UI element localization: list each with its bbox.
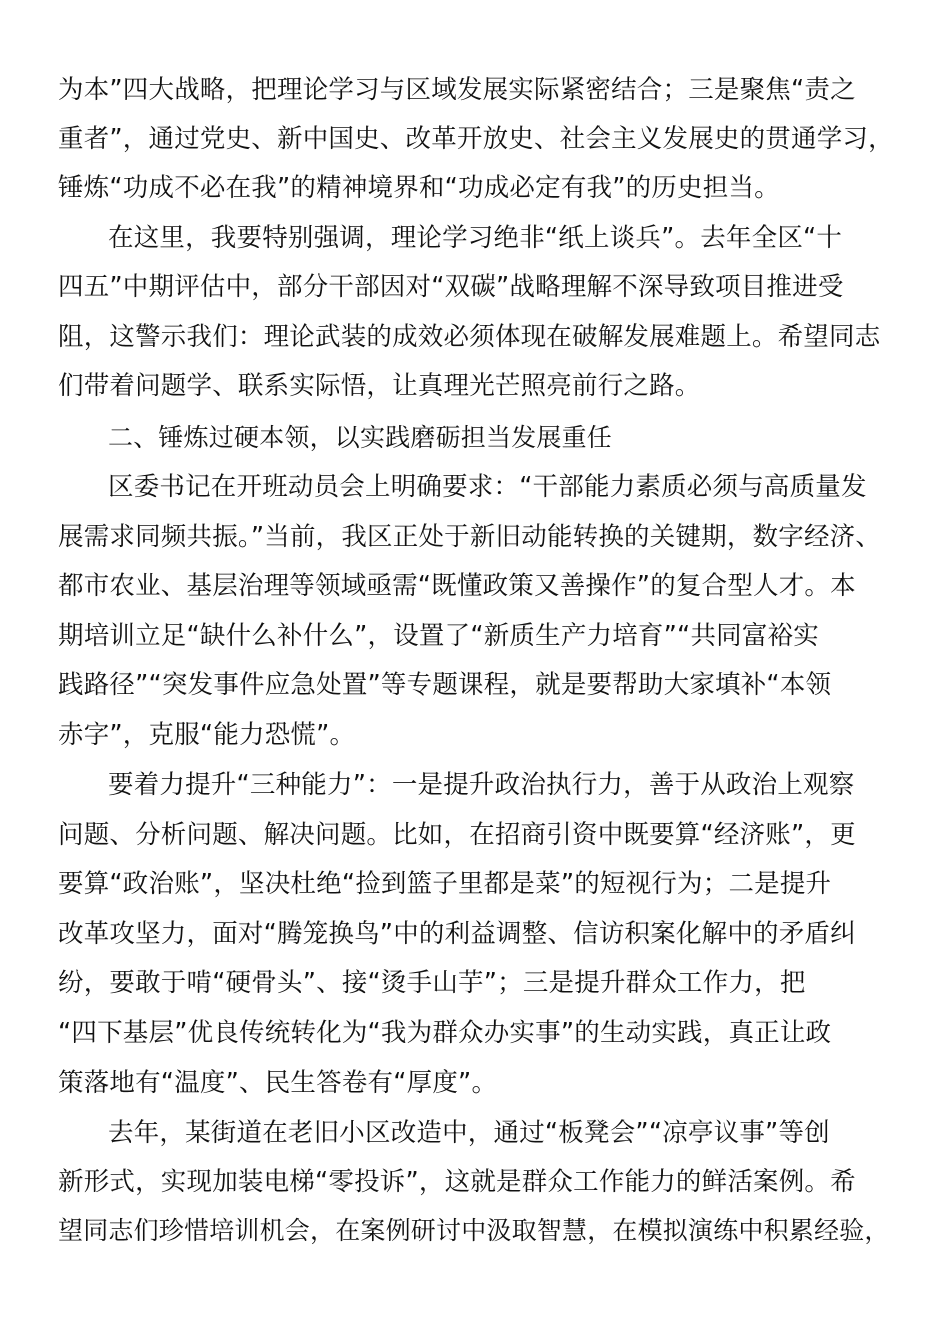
text-line: 重者”，通过党史、新中国史、改革开放史、社会主义发展史的贯通学习， (58, 124, 894, 154)
text-line: 阻，这警示我们：理论武装的成效必须体现在破解发展难题上。希望同志 (58, 322, 881, 352)
text-line: 都市农业、基层治理等领域亟需“既懂政策又善操作”的复合型人才。本 (58, 571, 856, 601)
text-line: 纷，要敢于啃“硬骨头”、接“烫手山芋”；三是提升群众工作力，把 (58, 968, 806, 998)
text-line: 望同志们珍惜培训机会，在案例研讨中汲取智慧，在模拟演练中积累经验， (58, 1216, 890, 1245)
text-line: 策落地有“温度”、民生答卷有“厚度”。 (58, 1068, 498, 1098)
text-line: “四下基层”优良传统转化为“我为群众办实事”的生动实践，真正让政 (58, 1018, 832, 1048)
text-line: 锤炼“功成不必在我”的精神境界和“功成必定有我”的历史担当。 (58, 173, 780, 203)
text-line: 要算“政治账”，坚决杜绝“捡到篮子里都是菜”的短视行为；二是提升 (58, 869, 832, 899)
text-line: 四五”中期评估中，部分干部因对“双碳”战略理解不深导致项目推进受 (58, 272, 844, 302)
text-line: 为本”四大战略，把理论学习与区域发展实际紧密结合；三是聚焦“责之 (58, 75, 856, 105)
text-line: 问题、分析问题、解决问题。比如，在招商引资中既要算“经济账”，更 (58, 820, 856, 850)
paragraph-first-line: 去年，某街道在老旧小区改造中，通过“板凳会”“凉亭议事”等创 (108, 1118, 830, 1148)
paragraph-first-line: 区委书记在开班动员会上明确要求：“干部能力素质必须与高质量发 (108, 472, 867, 502)
text-line: 赤字”，克服“能力恐慌”。 (58, 720, 356, 750)
text-line: 们带着问题学、联系实际悟，让真理光芒照亮前行之路。 (58, 371, 701, 401)
text-line: 新形式，实现加装电梯“零投诉”，这就是群众工作能力的鲜活案例。希 (58, 1167, 856, 1197)
text-line: 展需求同频共振。”当前，我区正处于新旧动能转换的关键期，数字经济、 (58, 522, 882, 552)
text-line: 改革攻坚力，面对“腾笼换鸟”中的利益调整、信访积案化解中的矛盾纠 (58, 919, 856, 949)
paragraph-first-line: 在这里，我要特别强调，理论学习绝非“纸上谈兵”。去年全区“十 (108, 223, 843, 253)
text-line: 期培训立足“缺什么补什么”，设置了“新质生产力培育”“共同富裕实 (58, 621, 819, 651)
text-line: 践路径”“突发事件应急处置”等专题课程，就是要帮助大家填补“本领 (58, 670, 832, 700)
section-heading: 二、锤炼过硬本领，以实践磨砺担当发展重任 (108, 423, 613, 452)
paragraph-first-line: 要着力提升“三种能力”：一是提升政治执行力，善于从政治上观察 (108, 770, 855, 800)
